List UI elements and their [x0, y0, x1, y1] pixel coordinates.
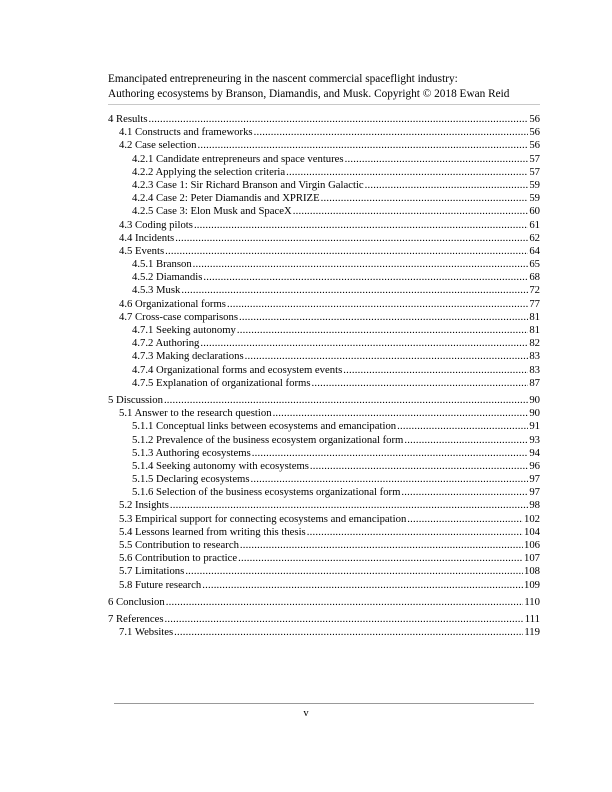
toc-entry-page: 68	[529, 271, 540, 284]
toc-entry[interactable]	[108, 258, 540, 271]
toc-dot-leader	[164, 394, 528, 407]
toc-entry-page: 109	[523, 578, 540, 591]
toc-entry-title: 4.2.2 Applying the selection criteria	[132, 165, 286, 178]
toc-entry-title: 4.5.3 Musk	[132, 284, 181, 297]
running-header	[108, 72, 540, 102]
toc-entry[interactable]	[108, 552, 540, 565]
toc-entry[interactable]	[108, 613, 540, 626]
toc-dot-leader	[273, 407, 529, 420]
toc-entry[interactable]	[108, 513, 540, 526]
toc-entry-title: 5.1.6 Selection of the business ecosystems organizational form	[132, 486, 401, 499]
toc-entry[interactable]	[108, 626, 540, 639]
toc-dot-leader	[397, 420, 528, 433]
toc-entry-title: 4.7.1 Seeking autonomy	[132, 324, 236, 336]
toc-entry-page: 90	[529, 393, 540, 406]
toc-entry-page: 82	[529, 337, 540, 350]
toc-entry-page: 104	[523, 525, 540, 538]
toc-dot-leader	[149, 113, 529, 126]
toc-entry-title: 4.7.2 Authoring	[132, 337, 200, 350]
toc-dot-leader	[239, 311, 528, 324]
toc-entry-page: 57	[529, 165, 540, 178]
toc-entry-title: 4.2.4 Case 2: Peter Diamandis and XPRIZE	[132, 192, 320, 205]
toc-dot-leader	[175, 232, 528, 245]
toc-entry-title: 4.7.5 Explanation of organizational forms	[132, 376, 311, 389]
toc-entry-title: 4.2.1 Candidate entrepreneurs and space ventures	[132, 152, 344, 165]
toc-entry-page: 97	[529, 473, 540, 486]
toc-entry-page: 83	[529, 363, 540, 376]
page-number: v	[303, 708, 309, 719]
header-divider	[108, 104, 540, 105]
toc-entry-title: 7 References	[108, 612, 164, 625]
toc-entry-page: 56	[529, 113, 540, 125]
toc-entry-title: 5.1 Answer to the research question	[119, 407, 272, 420]
toc-entry-title: 5.1.4 Seeking autonomy with ecosystems	[132, 459, 309, 472]
toc-entry[interactable]	[108, 486, 540, 499]
toc-dot-leader	[203, 271, 528, 284]
toc-dot-leader	[307, 526, 523, 539]
toc-entry-page: 90	[529, 407, 540, 420]
toc-entry-title: 4.5 Events	[119, 244, 165, 257]
toc-entry-page: 56	[529, 126, 540, 139]
toc-entry-title: 5.6 Contribution to practice	[119, 552, 238, 565]
toc-entry[interactable]	[108, 324, 540, 337]
toc-entry[interactable]	[108, 377, 540, 390]
toc-entry[interactable]	[108, 420, 540, 433]
toc-entry-title: 5.7 Limitations	[119, 565, 185, 578]
toc-entry-title: 5.3 Empirical support for connecting ecosystems and emancipation	[119, 512, 407, 525]
toc-entry-title: 4.4 Incidents	[119, 231, 175, 244]
toc-dot-leader	[181, 284, 528, 297]
toc-entry-title: 6 Conclusion	[108, 595, 165, 608]
toc-entry[interactable]	[108, 364, 540, 377]
toc-entry[interactable]	[108, 434, 540, 447]
toc-dot-leader	[240, 539, 523, 552]
toc-dot-leader	[227, 298, 528, 311]
toc-entry-title: 5.4 Lessons learned from writing this thesis	[119, 525, 306, 538]
toc-entry-title: 4.5.2 Diamandis	[132, 271, 203, 284]
toc-dot-leader	[202, 579, 523, 592]
toc-entry-page: 72	[529, 284, 540, 297]
toc-entry-page: 56	[529, 139, 540, 152]
toc-dot-leader	[174, 626, 523, 639]
toc-dot-leader	[343, 364, 528, 377]
toc-dot-leader	[237, 324, 528, 337]
toc-entry-page: 83	[529, 350, 540, 363]
toc-entry-page: 102	[523, 512, 540, 525]
toc-entry-page: 65	[529, 258, 540, 271]
toc-dot-leader	[185, 565, 523, 578]
toc-entry-page: 77	[529, 297, 540, 310]
toc-entry[interactable]	[108, 337, 540, 350]
toc-dot-leader	[252, 447, 529, 460]
toc-entry[interactable]	[108, 232, 540, 245]
toc-dot-leader	[194, 219, 528, 232]
toc-entry-page: 97	[529, 486, 540, 499]
toc-entry-title: 4.7.4 Organizational forms and ecosystem events	[132, 363, 343, 376]
toc-entry[interactable]	[108, 284, 540, 297]
toc-entry-title: 4.2 Case selection	[119, 139, 197, 152]
toc-entry-page: 64	[529, 244, 540, 257]
toc-dot-leader	[365, 179, 529, 192]
toc-entry[interactable]	[108, 311, 540, 324]
toc-entry-page: 94	[529, 446, 540, 459]
toc-dot-leader	[170, 499, 528, 512]
toc-entry-page: 111	[524, 612, 540, 625]
toc-dot-leader	[345, 153, 529, 166]
toc-entry-title: 5 Discussion	[108, 393, 163, 406]
toc-entry-page: 61	[529, 218, 540, 231]
toc-entry-page: 93	[529, 433, 540, 446]
toc-entry[interactable]	[108, 219, 540, 232]
toc-entry-page: 108	[523, 565, 540, 578]
toc-entry-title: 4.5.1 Branson	[132, 258, 192, 271]
toc-entry-title: 4 Results	[108, 113, 148, 125]
header-line-2: Authoring ecosystems by Branson, Diamandis, and Musk. Copyright © 2018 Ewan Reid	[108, 88, 510, 100]
toc-dot-leader	[311, 377, 528, 390]
toc-entry[interactable]	[108, 271, 540, 284]
toc-entry-title: 4.3 Coding pilots	[119, 218, 193, 231]
toc-entry-page: 110	[524, 595, 540, 608]
toc-dot-leader	[404, 434, 528, 447]
toc-dot-leader	[197, 139, 528, 152]
toc-entry[interactable]	[108, 205, 540, 218]
toc-entry[interactable]	[108, 596, 540, 609]
header-line-1: Emancipated entrepreneuring in the nascent commercial spaceflight industry:	[108, 73, 458, 85]
toc-dot-leader	[254, 126, 529, 139]
toc-dot-leader	[164, 613, 523, 626]
toc-entry-page: 91	[529, 420, 540, 433]
toc-entry-page: 60	[529, 205, 540, 218]
toc-entry-title: 5.5 Contribution to research	[119, 539, 239, 551]
toc-entry[interactable]	[108, 579, 540, 592]
toc-entry[interactable]	[108, 473, 540, 486]
toc-dot-leader	[407, 513, 523, 526]
toc-entry-page: 59	[529, 178, 540, 191]
toc-dot-leader	[166, 596, 524, 609]
toc-entry-title: 4.7 Cross-case comparisons	[119, 310, 239, 323]
toc-dot-leader	[401, 486, 528, 499]
toc-dot-leader	[321, 192, 529, 205]
toc-entry-page: 57	[529, 152, 540, 165]
footer-divider	[114, 703, 534, 704]
toc-entry[interactable]	[108, 447, 540, 460]
toc-dot-leader	[165, 245, 528, 258]
toc-entry-page: 106	[523, 539, 540, 551]
toc-entry-page: 119	[524, 626, 540, 639]
toc-entry-title: 5.1.5 Declaring ecosystems	[132, 473, 250, 486]
toc-entry[interactable]	[108, 166, 540, 179]
toc-dot-leader	[193, 258, 529, 271]
toc-entry[interactable]	[108, 245, 540, 258]
toc-entry[interactable]	[108, 113, 540, 126]
toc-dot-leader	[310, 460, 528, 473]
toc-entry[interactable]	[108, 526, 540, 539]
table-of-contents	[108, 113, 540, 639]
toc-entry-page: 62	[529, 231, 540, 244]
toc-entry-title: 4.7.3 Making declarations	[132, 350, 244, 363]
toc-entry[interactable]	[108, 407, 540, 420]
toc-entry[interactable]	[108, 394, 540, 407]
toc-entry-title: 4.1 Constructs and frameworks	[119, 126, 253, 139]
toc-entry[interactable]	[108, 139, 540, 152]
toc-entry-title: 5.1.2 Prevalence of the business ecosystem organizational form	[132, 433, 404, 446]
toc-entry-page: 81	[529, 310, 540, 323]
toc-entry-page: 98	[529, 499, 540, 512]
toc-entry[interactable]	[108, 539, 540, 552]
toc-entry-page: 87	[529, 376, 540, 389]
toc-dot-leader	[251, 473, 529, 486]
toc-entry[interactable]	[108, 153, 540, 166]
toc-entry[interactable]	[108, 350, 540, 363]
toc-entry-title: 5.8 Future research	[119, 578, 202, 591]
toc-entry[interactable]	[108, 565, 540, 578]
toc-dot-leader	[238, 552, 523, 565]
toc-entry[interactable]	[108, 298, 540, 311]
toc-entry-page: 59	[529, 192, 540, 205]
toc-dot-leader	[286, 166, 528, 179]
toc-entry-title: 4.6 Organizational forms	[119, 297, 226, 310]
toc-entry-title: 4.2.3 Case 1: Sir Richard Branson and Virgin Galactic	[132, 178, 364, 191]
toc-entry-page: 81	[529, 324, 540, 336]
toc-entry-title: 5.1.3 Authoring ecosystems	[132, 446, 251, 459]
toc-entry-title: 5.2 Insights	[119, 499, 169, 512]
toc-entry[interactable]	[108, 179, 540, 192]
toc-dot-leader	[293, 205, 529, 218]
toc-entry[interactable]	[108, 126, 540, 139]
toc-entry-title: 7.1 Websites	[119, 626, 174, 639]
toc-entry-title: 4.2.5 Case 3: Elon Musk and SpaceX	[132, 205, 292, 218]
toc-dot-leader	[245, 350, 529, 363]
toc-entry[interactable]	[108, 460, 540, 473]
toc-entry-title: 5.1.1 Conceptual links between ecosystems and emancipation	[132, 420, 397, 433]
toc-entry-page: 96	[529, 459, 540, 472]
toc-entry-page: 107	[523, 552, 540, 565]
toc-dot-leader	[200, 337, 528, 350]
toc-entry[interactable]	[108, 192, 540, 205]
toc-entry[interactable]	[108, 499, 540, 512]
